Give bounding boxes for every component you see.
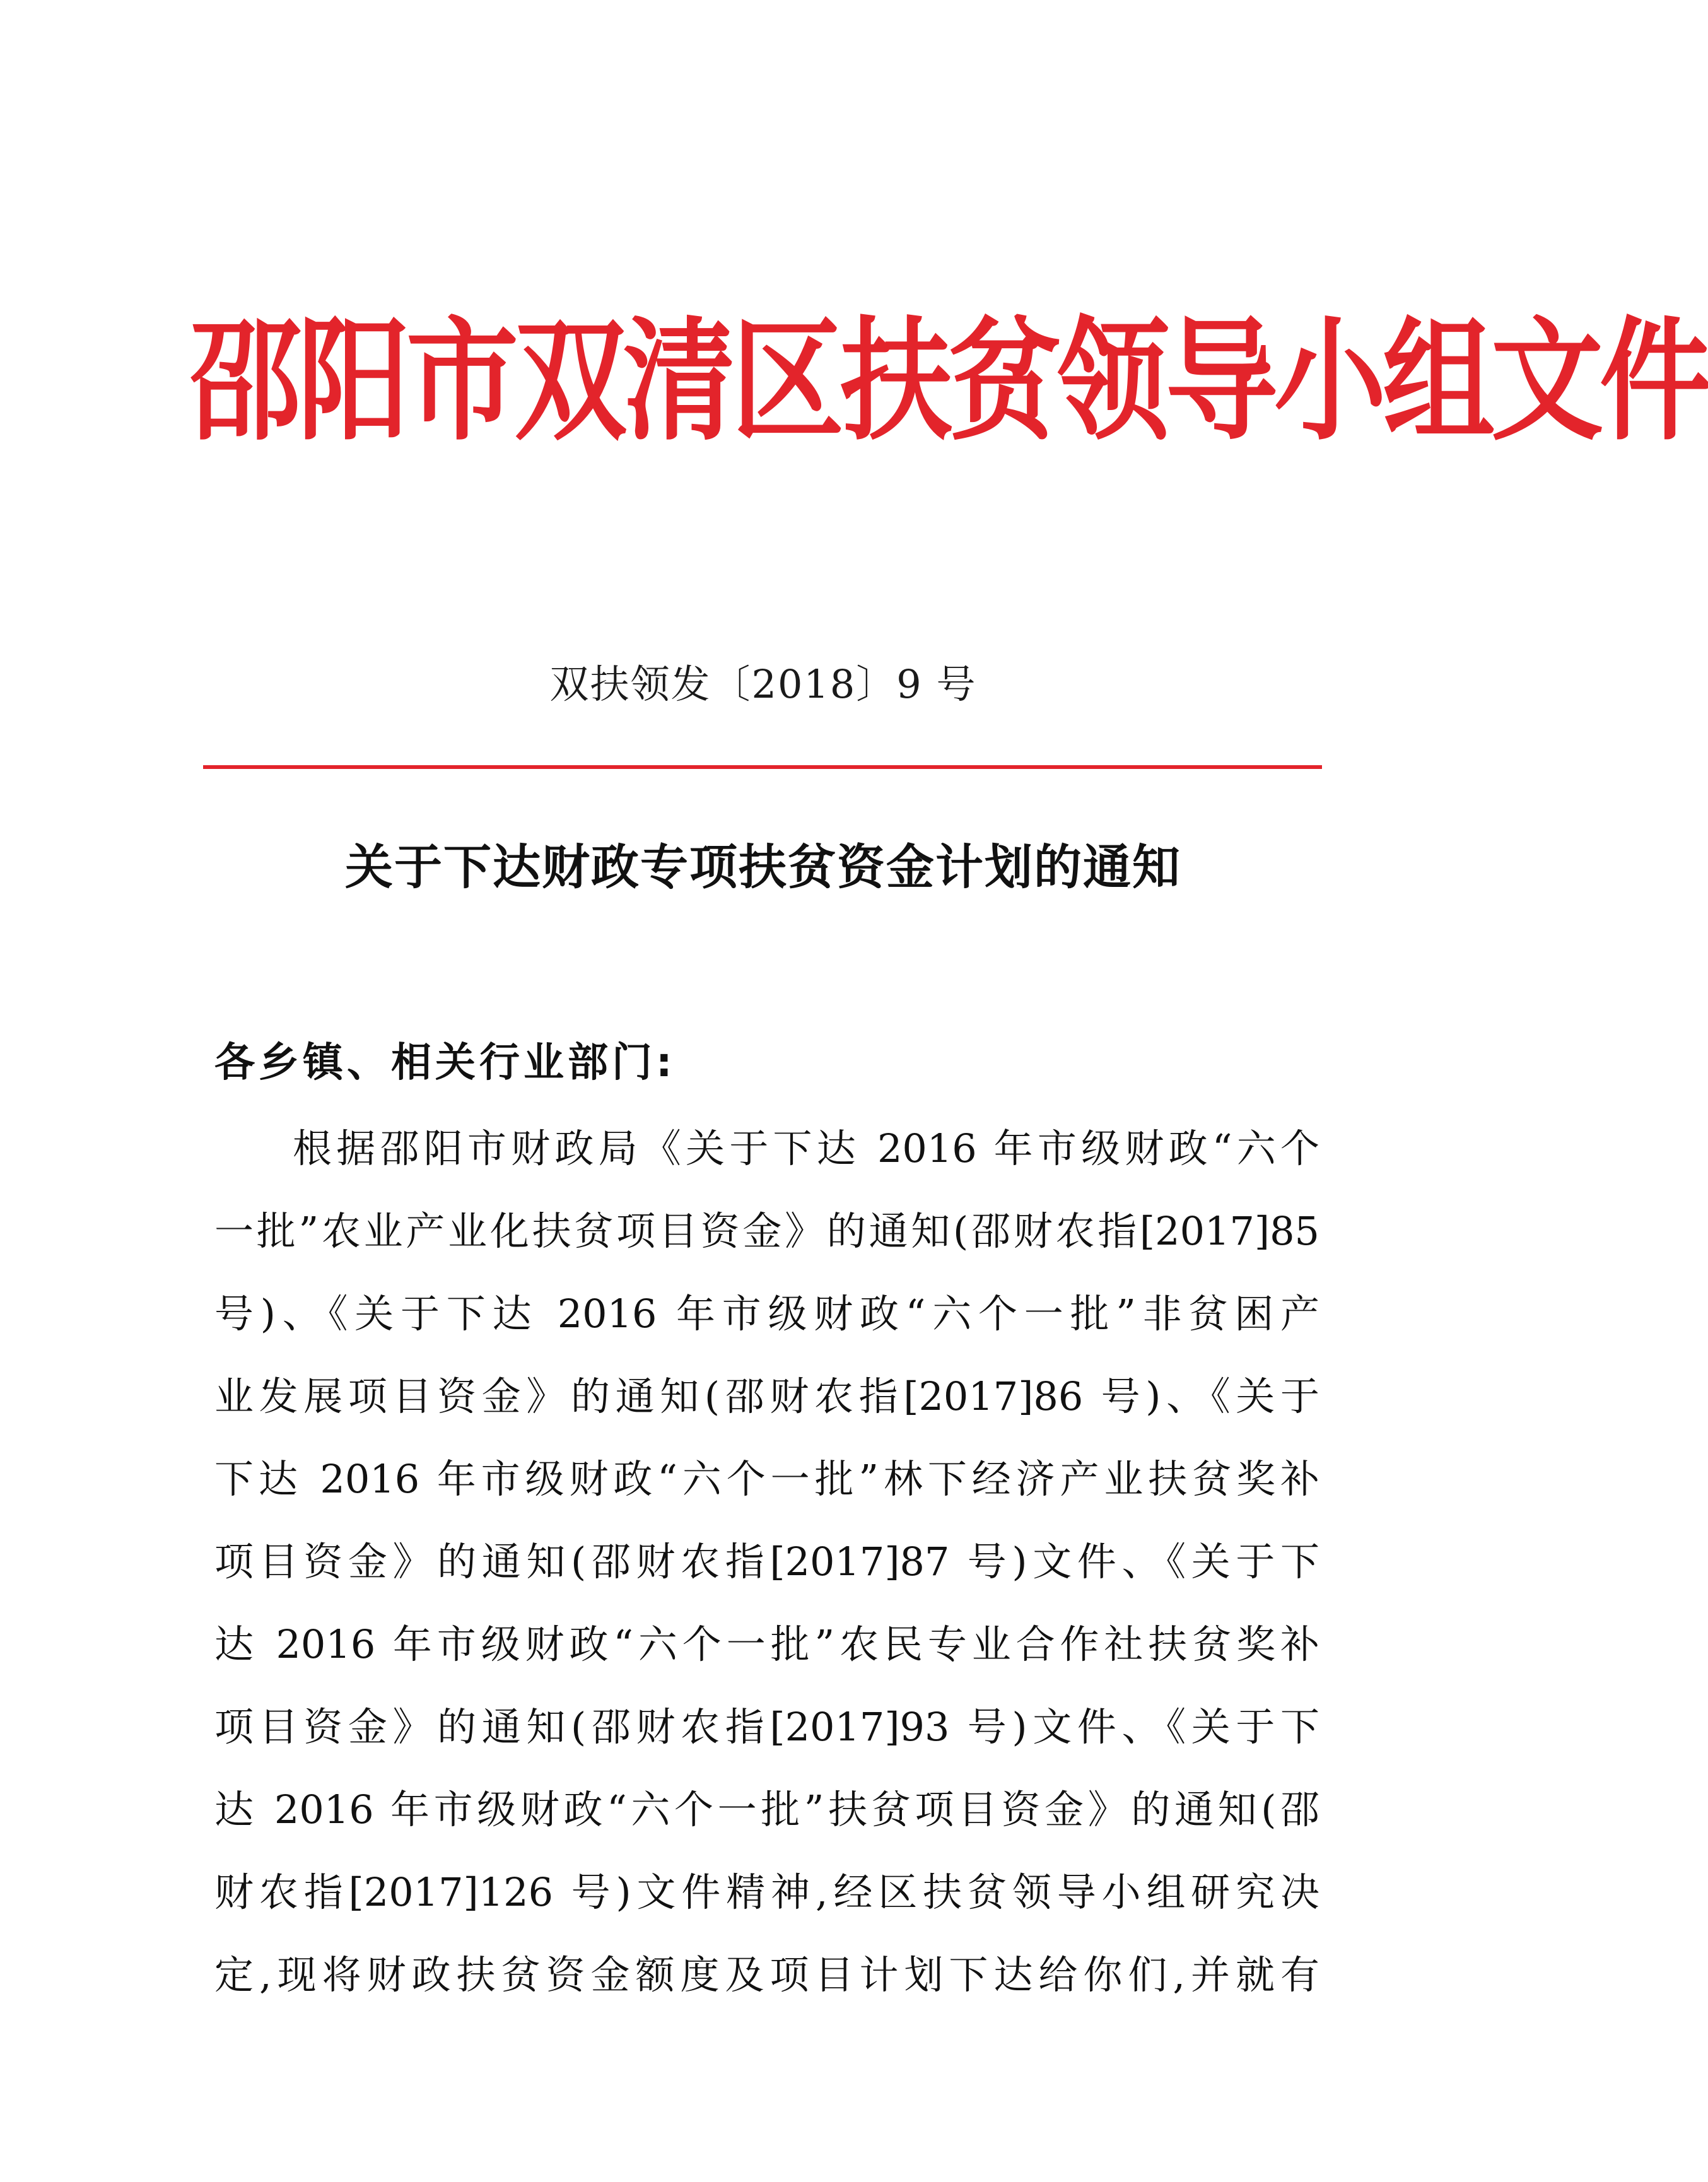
body-line: 达 2016 年市级财政“六个一批”农民专业合作社扶贫奖补 (214, 1621, 1319, 1667)
body-line: 财农指[2017]126 号)文件精神,经区扶贫领导小组研究决 (214, 1869, 1319, 1915)
body-line: 根据邵阳市财政局《关于下达 2016 年市级财政“六个 (293, 1125, 1319, 1171)
document-header-title: 邵阳市双清区扶贫领导小组文件 (189, 304, 1708, 459)
salutation: 各乡镇、相关行业部门: (214, 1040, 676, 1086)
notice-title: 关于下达财政专项扶贫资金计划的通知 (345, 839, 1181, 895)
red-separator-line (203, 765, 1322, 769)
body-line: 定,现将财政扶贫资金额度及项目计划下达给你们,并就有 (214, 1952, 1319, 1998)
body-line: 一批”农业产业化扶贫项目资金》的通知(邵财农指[2017]85 (214, 1208, 1319, 1254)
body-line: 达 2016 年市级财政“六个一批”扶贫项目资金》的通知(邵 (214, 1786, 1319, 1833)
body-paragraph (214, 1107, 1319, 2016)
document-number: 双扶领发〔2018〕9 号 (549, 661, 977, 707)
body-line: 项目资金》的通知(邵财农指[2017]87 号)文件、《关于下 (214, 1539, 1319, 1585)
body-line: 号)、《关于下达 2016 年市级财政“六个一批”非贫困产 (214, 1291, 1319, 1337)
body-line: 业发展项目资金》的通知(邵财农指[2017]86 号)、《关于 (214, 1373, 1319, 1419)
body-line: 下达 2016 年市级财政“六个一批”林下经济产业扶贫奖补 (214, 1456, 1319, 1502)
body-line: 项目资金》的通知(邵财农指[2017]93 号)文件、《关于下 (214, 1704, 1319, 1750)
